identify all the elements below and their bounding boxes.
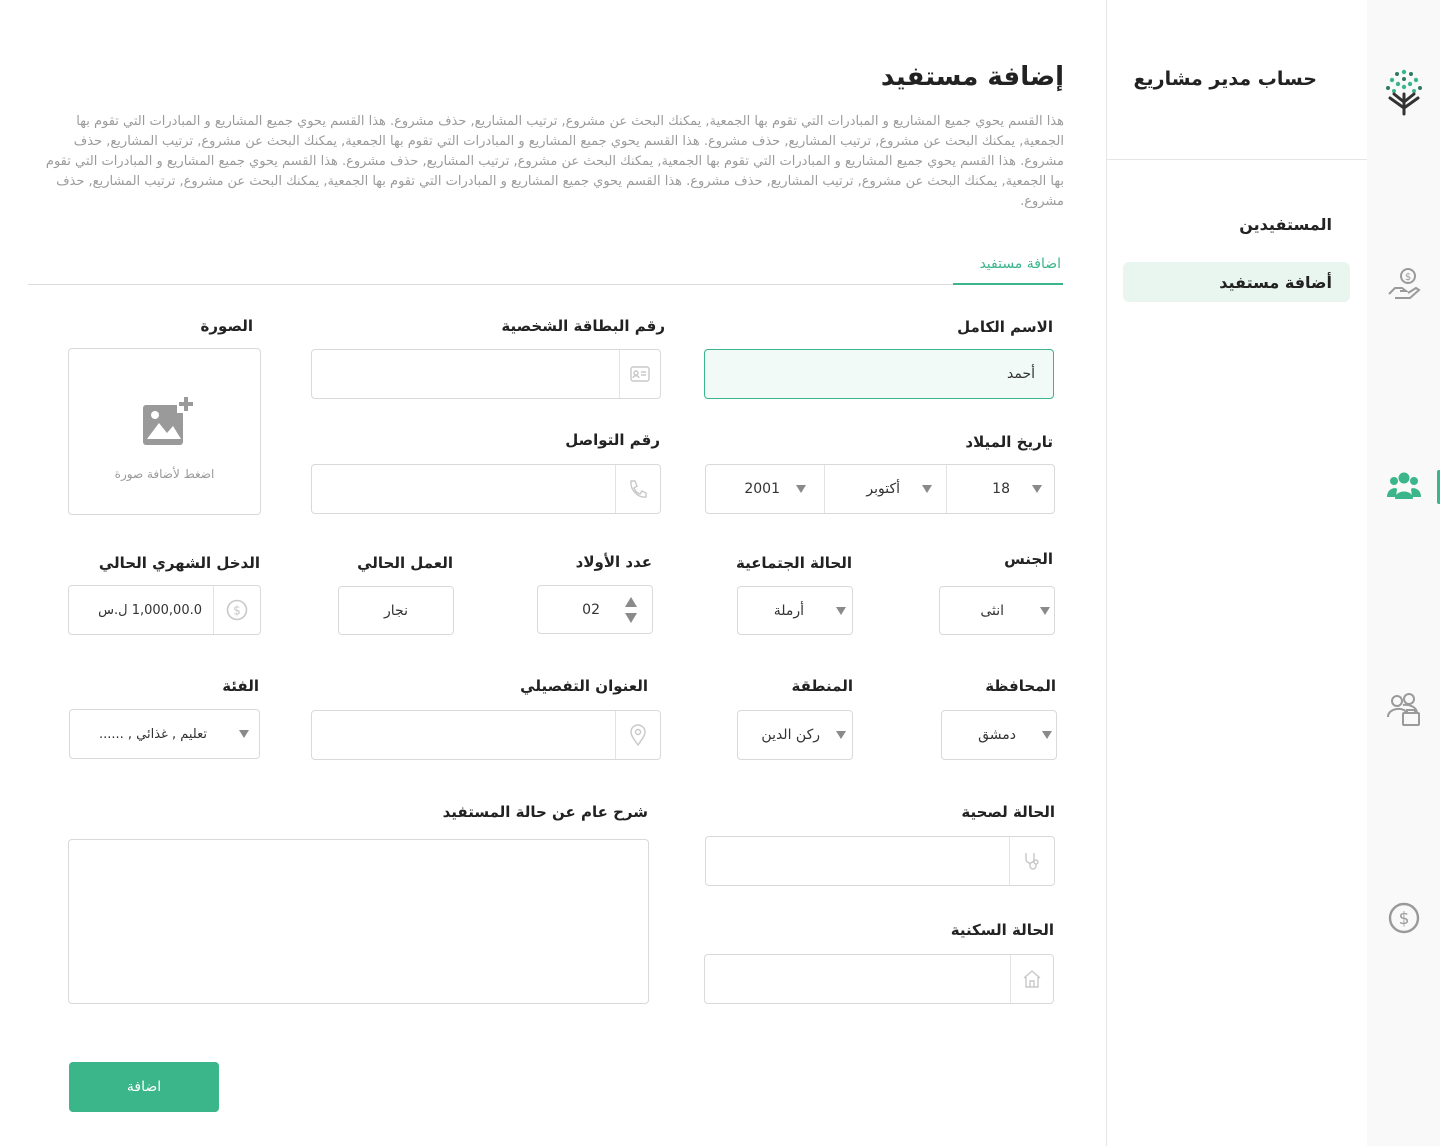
- full-name-field[interactable]: [704, 349, 1054, 399]
- users-group-icon[interactable]: [1367, 456, 1440, 516]
- stethoscope-icon: [1009, 837, 1054, 885]
- address-field[interactable]: [311, 710, 661, 760]
- income-label: الدخل الشهري الحالي: [98, 554, 260, 572]
- svg-text:$: $: [1404, 272, 1412, 283]
- birth-month-value: أكتوبر: [866, 481, 900, 497]
- children-count-stepper[interactable]: [537, 585, 653, 634]
- category-select[interactable]: [69, 709, 260, 759]
- chevron-down-icon: [922, 485, 932, 493]
- children-count-label: عدد الأولاد: [575, 553, 652, 571]
- phone-field[interactable]: [311, 464, 661, 514]
- sidebar-item-beneficiaries[interactable]: [1123, 204, 1350, 244]
- chevron-down-icon: [836, 731, 846, 739]
- sidebar-item-add-beneficiary[interactable]: [1123, 262, 1350, 302]
- region-label: المنطقة: [791, 677, 853, 695]
- category-value: تعليم , غذائي , ......: [98, 726, 207, 742]
- gender-value: انثى: [980, 602, 1004, 619]
- donation-hand-icon[interactable]: [1367, 254, 1440, 314]
- birth-month-select[interactable]: [824, 465, 946, 513]
- birth-year-select[interactable]: [706, 465, 824, 513]
- notes-label: شرح عام عن حالة المستفيد: [442, 803, 648, 821]
- birth-day-value: 18: [992, 481, 1010, 497]
- full-name-label: الاسم الكامل: [957, 318, 1053, 336]
- sidebar-item-label: أضافة مستفيد: [1219, 272, 1332, 292]
- id-number-label: رقم البطاقة الشخصية: [501, 317, 665, 335]
- svg-text:$: $: [233, 603, 241, 618]
- account-title: حساب مدير مشاريع: [1133, 68, 1317, 90]
- job-label: العمل الحالي: [357, 554, 453, 572]
- id-number-field[interactable]: [311, 349, 661, 399]
- birth-date-field[interactable]: [705, 464, 1055, 514]
- children-count-value: 02: [582, 601, 600, 618]
- marital-status-label: الحالة الجتماعية: [735, 554, 852, 572]
- dollar-circle-icon[interactable]: [1367, 888, 1440, 948]
- chevron-down-icon: [836, 607, 846, 615]
- marital-status-value: أرملة: [773, 602, 804, 619]
- tab-add-beneficiary[interactable]: اضافة مستفيد: [953, 256, 1063, 285]
- sidebar-divider: [1107, 159, 1367, 160]
- stepper-arrows-icon[interactable]: [624, 596, 638, 628]
- chevron-down-icon: [1040, 607, 1050, 615]
- governorate-label: المحافظة: [985, 677, 1056, 695]
- photo-label: الصورة: [200, 317, 253, 335]
- governorate-select[interactable]: [941, 710, 1057, 760]
- governorate-value: دمشق: [978, 727, 1016, 743]
- gender-select[interactable]: [939, 586, 1055, 635]
- full-name-value: أحمد: [1007, 366, 1035, 382]
- income-field[interactable]: [68, 585, 261, 635]
- staff-icon[interactable]: [1367, 680, 1440, 740]
- page-description: هذا القسم يحوي جميع المشاريع و المبادرات التي تقوم بها الجمعية, يمكنك البحث عن مشروع, ترتيب المشاريع, حذف مشروع. هذا القسم يحوي جميع المشاريع و المبادرات التي تقوم بها الجمعية, يمكنك البحث عن مشروع, ترتيب المشاريع, حذف مشروع. هذا القسم يحوي جميع المشاريع و المبادرات التي تقوم بها الجمعية, يمكنك البحث عن مشروع, ترتيب المشاريع, حذف مشروع. هذا القسم يحوي جميع المشاريع و المبادرات التي تقوم بها الجمعية, يمكنك البحث عن مشروع, ترتيب المشاريع, حذف مشروع. هذا القسم يحوي جميع المشاريع و المبادرات التي تقوم بها الجمعية, يمكنك البحث عن مشروع, ترتيب المشاريع, حذف مشروع. هذا القسم يحوي جميع المشاريع و المبادرات التي تقوم بها الجمعية, يمكنك البحث عن مشروع, ترتيب المشاريع, حذف مشروع.: [45, 114, 1064, 209]
- home-icon: [1010, 955, 1053, 1003]
- chevron-down-icon: [1042, 731, 1052, 739]
- dollar-circle-icon: [213, 586, 260, 634]
- job-field[interactable]: [338, 586, 454, 635]
- region-select[interactable]: [737, 710, 853, 760]
- phone-icon: [615, 465, 660, 513]
- icon-rail: [1366, 0, 1440, 1146]
- photo-upload[interactable]: [68, 348, 261, 515]
- chevron-down-icon: [239, 730, 249, 738]
- sidebar-item-label: المستفيدين: [1239, 214, 1332, 234]
- job-value: نجار: [384, 602, 408, 619]
- category-label: الفئة: [222, 677, 259, 695]
- tab-divider: [28, 284, 1063, 285]
- notes-textarea[interactable]: [68, 839, 649, 1004]
- phone-label: رقم التواصل: [565, 431, 660, 449]
- health-label: الحالة لصحية: [961, 803, 1055, 821]
- housing-label: الحالة السكنية: [950, 921, 1054, 939]
- add-photo-icon: [141, 395, 195, 453]
- gender-label: الجنس: [1004, 550, 1053, 568]
- birth-date-label: تاريخ الميلاد: [965, 433, 1053, 451]
- page-title: إضافة مستفيد: [880, 62, 1064, 92]
- id-card-icon: [619, 350, 660, 398]
- chevron-down-icon: [1032, 485, 1042, 493]
- birth-day-select[interactable]: [946, 465, 1056, 513]
- region-value: ركن الدين: [761, 727, 820, 743]
- logo-tree-icon[interactable]: [1367, 60, 1440, 120]
- income-value: 1,000,00.0 ل.س: [98, 602, 202, 618]
- marital-status-select[interactable]: [737, 586, 853, 635]
- submit-button[interactable]: اضافة: [69, 1062, 219, 1112]
- address-label: العنوان التفصيلي: [520, 677, 648, 695]
- sidebar: [1106, 0, 1367, 1146]
- photo-hint: اضغط لأضافة صورة: [114, 467, 215, 481]
- housing-field[interactable]: [704, 954, 1054, 1004]
- birth-year-value: 2001: [744, 481, 780, 497]
- health-field[interactable]: [705, 836, 1055, 886]
- svg-text:$: $: [1398, 909, 1410, 929]
- chevron-down-icon: [796, 485, 806, 493]
- location-pin-icon: [615, 711, 660, 759]
